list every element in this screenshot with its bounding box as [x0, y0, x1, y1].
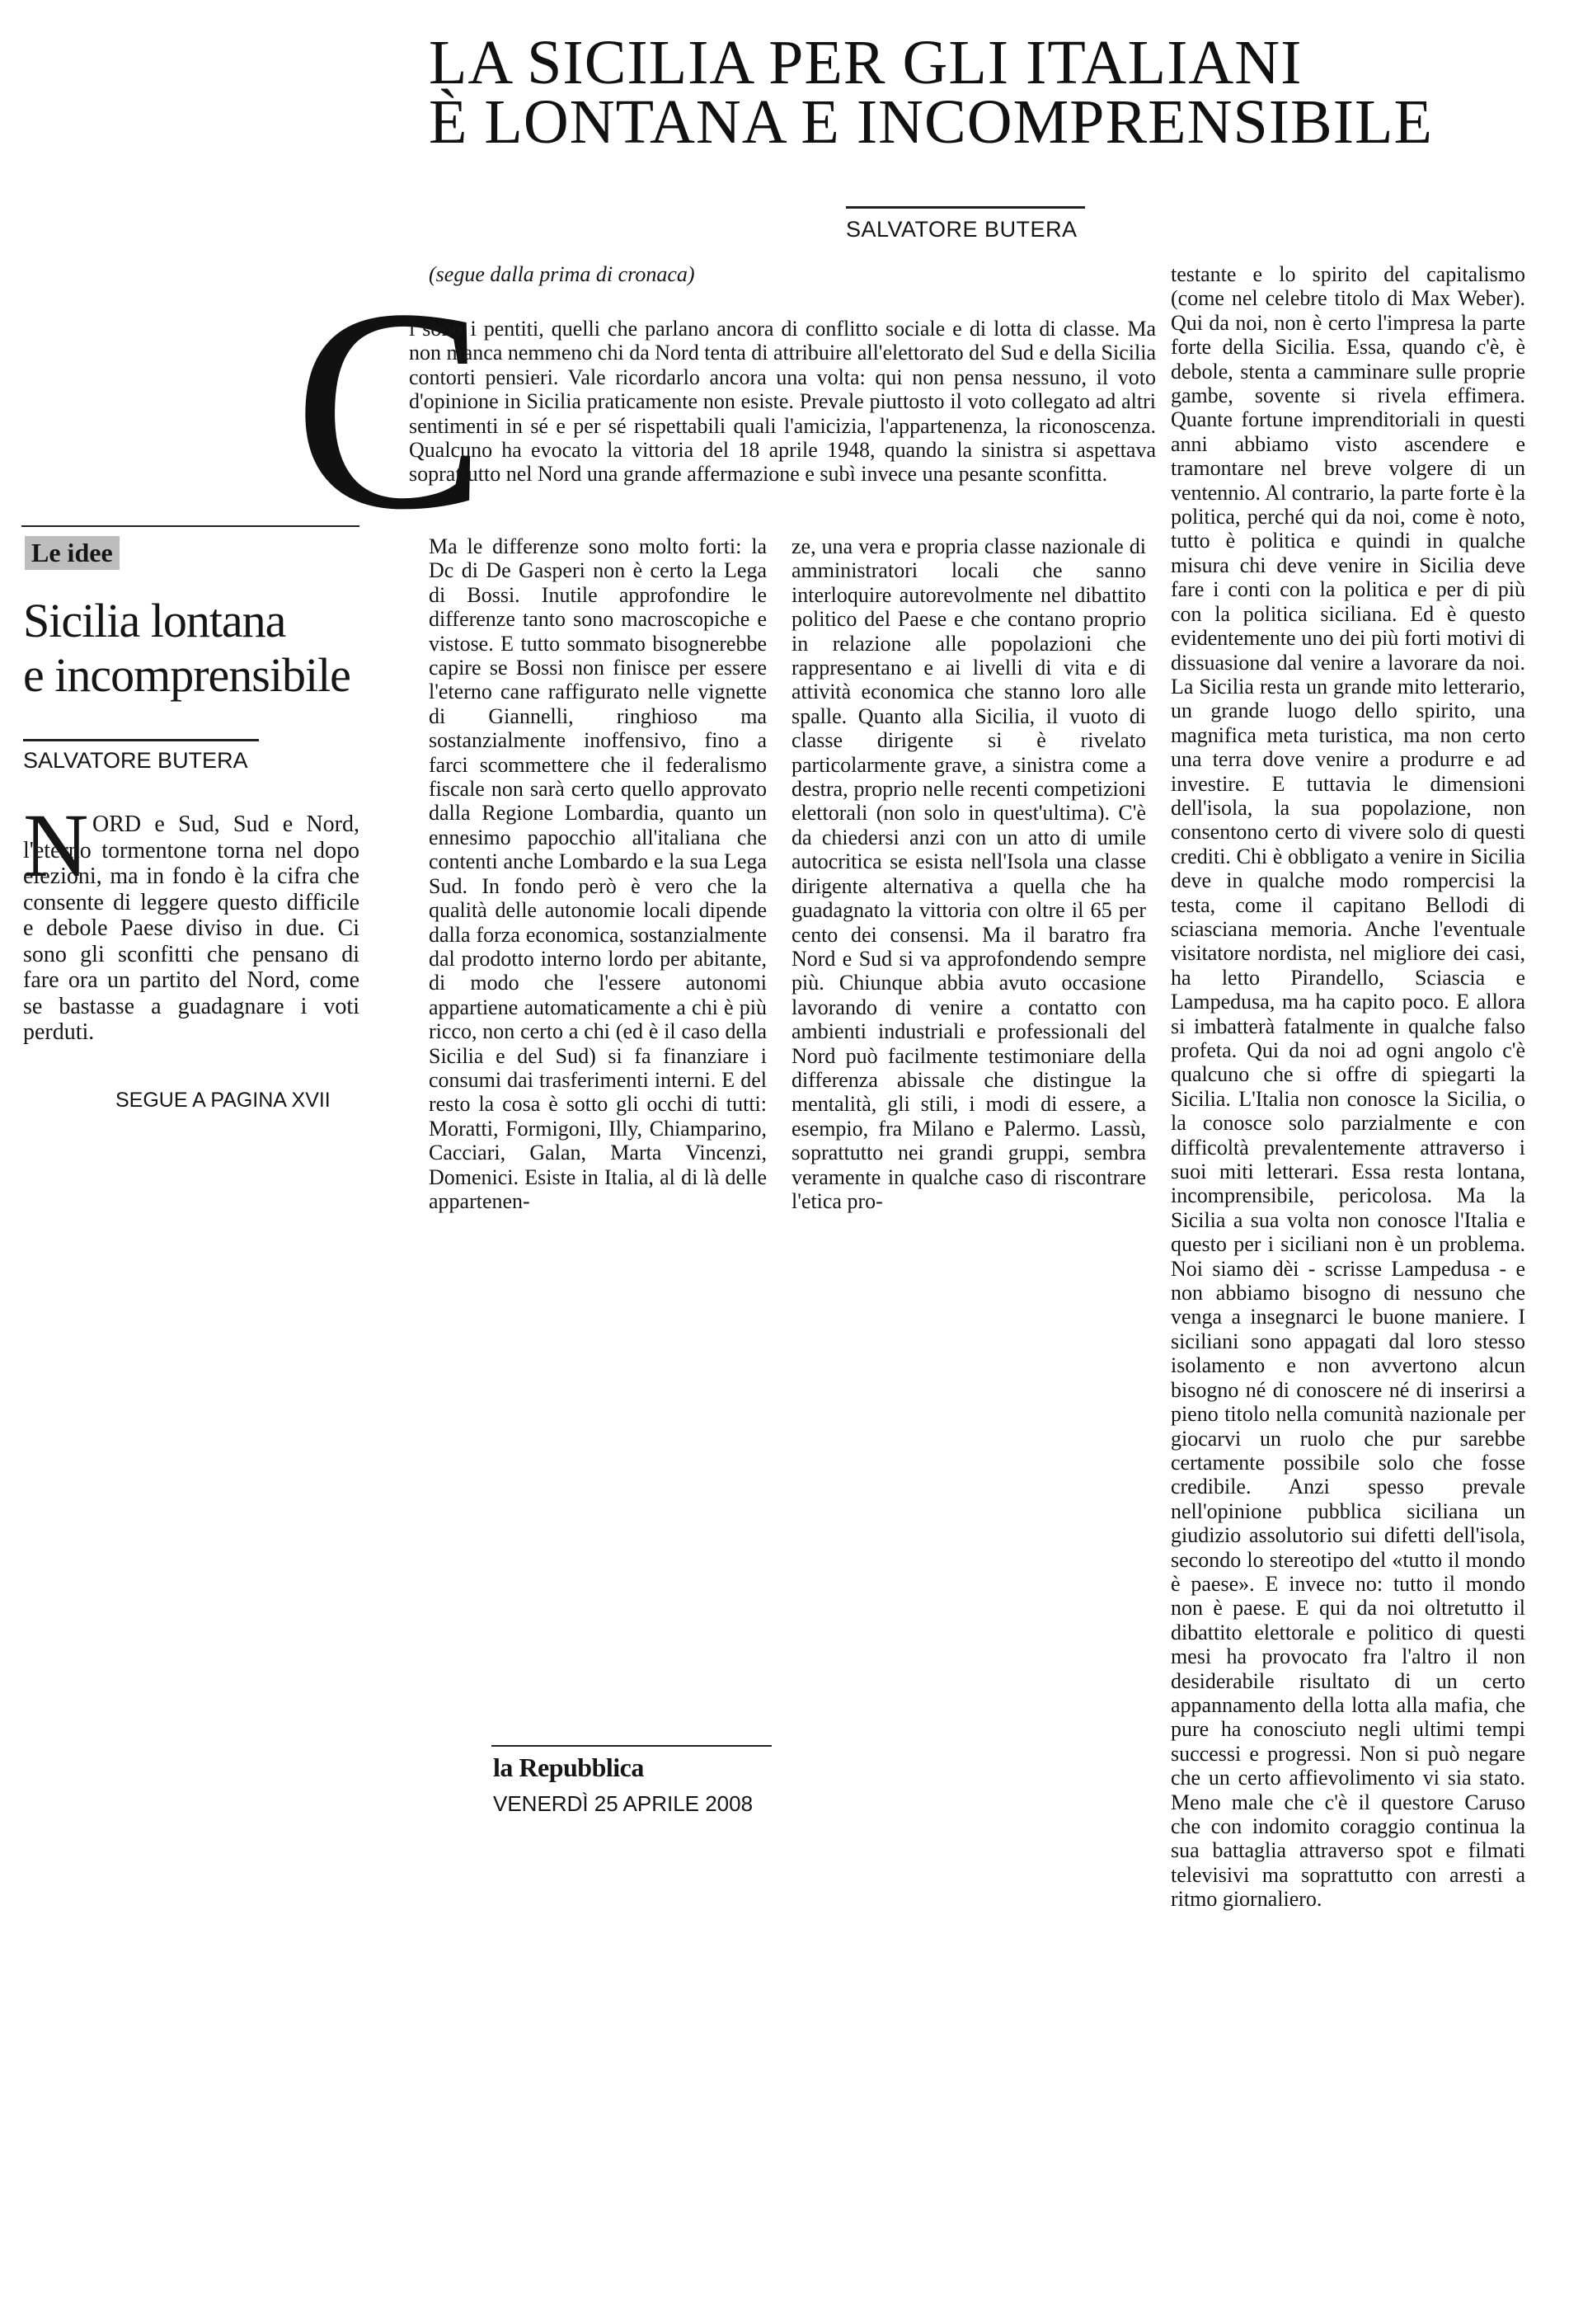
publication-date: VENERDÌ 25 APRILE 2008	[493, 1791, 754, 1816]
article-column-1	[429, 534, 767, 1213]
sidebar-title-line-1: Sicilia lontana	[23, 594, 286, 647]
article-paragraph: ze, una vera e propria classe nazionale di amministratori locali che sanno interloquire autorevolmente nel dibattito politico del Paese e che contano proprio in relazione alle popolazioni che rappresentano e ai livelli di vita e di attività economica che stanno loro alle spalle. Quanto alla Sicilia, il vuoto di classe dirigente si è rivelato particolarmente grave, a sinistra come a destra, proprio nelle recenti competizioni elettorali (non solo in quest'ultima). C'è da chiedersi anzi con un atto di umile autocritica se esista nell'Isola una classe dirigente alternativa a quella che ha guadagnato la vittoria con oltre il 65 per cento dei consensi. Ma il baratro fra Nord e Sud si va approfondendo sempre più. Chiunque abbia avuto occasione lavorando di venire a contatto con ambienti industriali e professionali del Nord può facilmente testimoniare della differenza abissale che distingue la mentalità, gli stili, i modi di essere, a esempio, fra Milano e Palermo. Lassù, soprattutto nei grandi gruppi, sembra veramente in qualche caso di riscontrare l'etica pro-	[792, 534, 1146, 1213]
footer-rule	[491, 1745, 772, 1747]
article-dropcap: C	[294, 249, 486, 569]
article-column-2	[792, 534, 1146, 1213]
article-paragraph: testante e lo spirito del capitalismo (come nel celebre titolo di Max Weber). Qui da noi, non è certo l'impresa la parte forte della Sicilia. Essa, quando c'è, è debole, stenta a camminare sulle proprie gambe, sovente si rivela effimera. Quante fortune imprenditoriali in questi anni abbiamo visto ascendere e tramontare nel breve volgere di un ventennio. Al contrario, la parte forte è la politica, perché qui da noi, come è noto, tutto è politica e quindi in qualche misura chi deve venire in Sicilia deve fare i conti con la politica e per di più con la politica siciliana. Ed è questo evidentemente uno dei più forti motivi di dissuasione dal venire a lavorare da noi. La Sicilia resta un grande mito letterario, un grande luogo dello spirito, una magnifica meta turistica, ma non certo una terra dove venire a produrre e ad investire. E tuttavia le dimensioni dell'isola, la sua popolazione, non consentono certo di vivere solo di questi crediti. Chi è obbligato a venire in Sicilia deve in qualche modo rompercisi la testa, come il capitano Bellodi di sciasciana memoria. Anche l'eventuale visitatore nordista, nel migliore dei casi, ha letto Pirandello, Sciascia e Lampedusa, ma ha capito poco. E allora si imbatterà fatalmente in qualche falso profeta. Qui da noi ad ogni angolo c'è qualcuno che si offre di spiegarti la Sicilia. L'Italia non conosce la Sicilia, o la conosce solo parzialmente e con difficoltà prevalentemente attraverso i suoi miti letterari. Essa resta lontana, incomprensibile, pericolosa. Ma la Sicilia a sua volta non conosce l'Italia e questo per i siciliani non è un problema. Noi siamo dèi - scrisse Lampedusa - e non abbiamo bisogno di nessuno che venga a insegnarci le buone maniere. I siciliani sono appagati dal loro stesso isolamento e non avvertono alcun bisogno né di conoscere né di inserirsi a pieno titolo nella comunità nazionale per giocarvi un ruolo che pur sarebbe certamente possibile solo che fosse credibile. Anzi spesso prevale nell'opinione pubblica siciliana un giudizio assolutorio sui difetti dell'isola, secondo lo stereotipo del «tutto il mondo è paese». E invece no: tutto il mondo non è paese. E qui da noi oltretutto il dibattito elettorale e politico di questi mesi ha provocato fra l'altro il non desiderabile risultato di un certo appannamento della lotta alla mafia, che pure ha conosciuto negli ultimi tempi successi e progressi. Non si può negare che un certo affievolimento vi sia stato. Meno male che c'è il questore Caruso che con indomito coraggio continua la sua battaglia attraverso spot e filmati televisivi ma soprattutto con arresti a ritmo giornaliero.	[1171, 262, 1525, 1912]
sidebar-title-line-2: e incomprensibile	[23, 648, 350, 702]
article-column-3	[1171, 262, 1525, 1912]
article-paragraph: i sono i pentiti, quelli che parlano ancora di conflitto sociale e di lotta di classe. Ma non manca nemmeno chi da Nord tenta di attribuire all'elettorato del Sud e della Sicilia contorti pensieri. Vale ricordarlo ancora una volta: qui non pensa nessuno, il voto d'opinione in Sicilia praticamente non esiste. Prevale piuttosto il voto collegato ad altri sentimenti in sé e per sé rispettabili quali l'amicizia, l'appartenenza, la riconoscenza. Qualcuno ha evocato la vittoria del 18 aprile 1948, quando la sinistra si aspettava soprattutto nel Nord una grande affermazione e subì invece una pesante sconfitta.	[409, 317, 1156, 487]
headline	[429, 28, 1534, 157]
segue-note: (segue dalla prima di cronaca)	[429, 262, 695, 286]
sidebar-dropcap: N	[23, 795, 89, 896]
article-column-1-top	[409, 317, 1156, 487]
headline-line-2: È LONTANA E INCOMPRENSIBILE	[429, 87, 1433, 157]
headline-line-1: LA SICILIA PER GLI ITALIANI	[429, 28, 1303, 97]
sidebar-title	[23, 594, 350, 703]
dropcap-spacer	[23, 830, 92, 831]
sidebar-text	[23, 812, 359, 1046]
sidebar-rule	[21, 525, 359, 527]
sidebar-continue-link[interactable]: SEGUE A PAGINA XVII	[115, 1089, 331, 1112]
sidebar-text-lead: ORD e Sud, Sud e Nord,	[92, 812, 359, 837]
newspaper-masthead: la Repubblica	[493, 1752, 644, 1782]
article-byline: SALVATORE BUTERA	[846, 206, 1085, 242]
sidebar-byline: SALVATORE BUTERA	[23, 739, 259, 774]
sidebar-kicker: Le idee	[25, 536, 120, 570]
article-paragraph: Ma le differenze sono molto forti: la Dc di De Gasperi non è certo la Lega di Bossi. Inutile approfondire le differenze tanto sono macroscopiche e vistose. E tutto sommato bisognerebbe capire se Bossi non finisce per essere l'eterno cane raffigurato nelle vignette di Giannelli, ringhioso ma sostanzialmente inoffensivo, fino a farci scommettere che il federalismo fiscale non sarà certo quello approvato dalla Regione Lombardia, quanto un ennesimo papocchio all'italiana che contenti anche Lombardo e la sua Lega Sud. In fondo però è vero che la qualità delle autonomie locali dipende dalla forza economica, sostanzialmente dal prodotto interno lordo per abitante, di modo che l'essere autonomi appartiene automaticamente a chi è più ricco, non certo a chi (ed è il caso della Sicilia e del Sud) si fa finanziare i consumi dai trasferimenti interni. E del resto la cosa è sotto gli occhi di tutti: Moratti, Formigoni, Illy, Chiamparino, Cacciari, Galan, Marta Vincenzi, Domenici. Esiste in Italia, al di là delle appartenen-	[429, 534, 767, 1213]
sidebar-text-body: l'eterno tormentone torna nel dopo elezioni, ma in fondo è la cifra che consente di leggere questo difficile e debole Paese diviso in due. Ci sono gli sconfitti che pensano di fare ora un partito del Nord, come se bastasse a guadagnare i voti perduti.	[23, 837, 359, 1045]
